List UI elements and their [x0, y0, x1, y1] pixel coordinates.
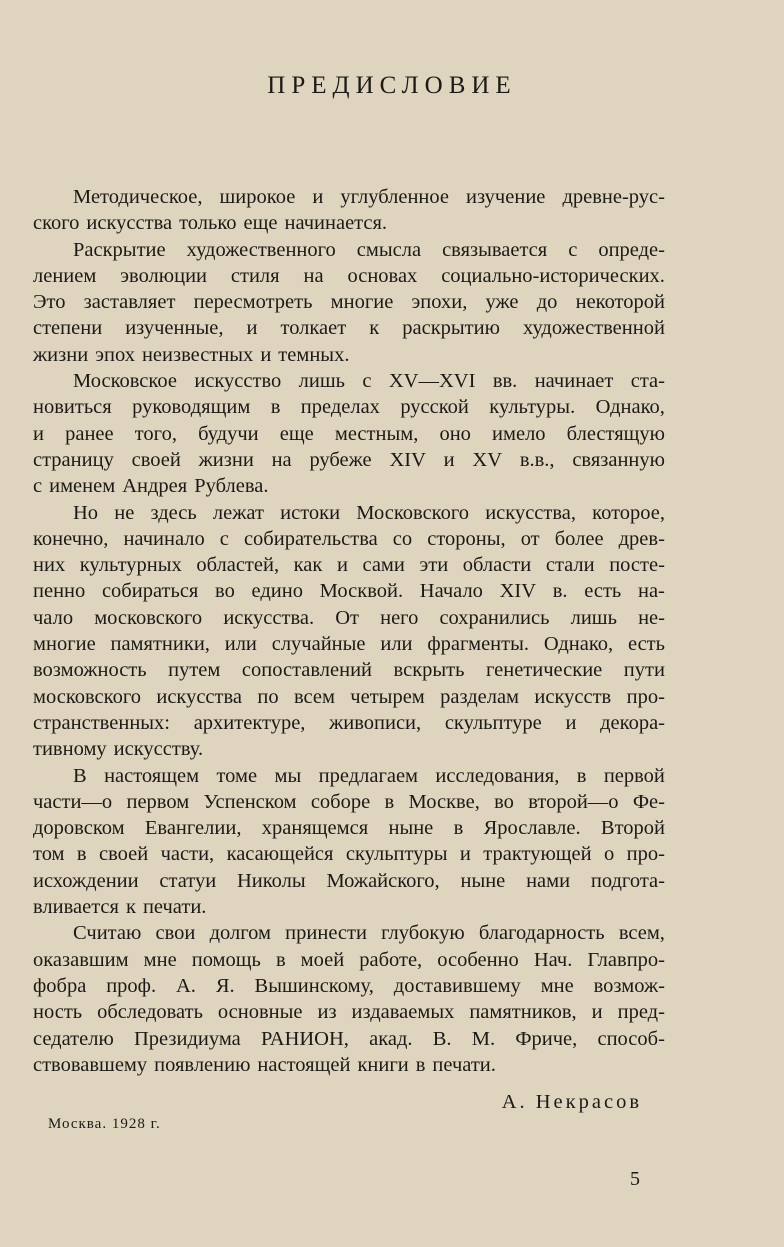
- text-line: Методическое, широкое и углубленное изучение древне-рус-: [73, 186, 665, 208]
- text-line: жизни эпох неизвестных и темных.: [33, 343, 350, 366]
- page-number: 5: [630, 1168, 640, 1190]
- text-line: вливается к печати.: [33, 896, 207, 919]
- text-line: новиться руководящим в пределах русской культуры. Однако,: [33, 396, 665, 419]
- text-line: Это заставляет пересмотреть многие эпохи, уже до некоторой: [33, 291, 665, 314]
- text-line: с именем Андрея Рублева.: [33, 475, 269, 498]
- text-line: тивному искусству.: [33, 738, 204, 761]
- paragraph: [33, 237, 665, 368]
- text-line: возможность путем сопоставлений вскрыть генетические пути: [33, 659, 665, 682]
- text-line: чало московского искусства. От него сохранились лишь не-: [33, 606, 665, 629]
- text-line: седателю Президиума РАНИОН, акад. В. М. Фриче, способ-: [33, 1027, 665, 1050]
- text-line: ского искусства только еще начинается.: [33, 212, 388, 235]
- text-line: Считаю свои долгом принести глубокую благодарность всем,: [73, 922, 665, 945]
- text-line: и ранее того, будучи еще местным, оно имело блестящую: [33, 422, 665, 445]
- text-line: ность обследовать основные из издаваемых памятников, и пред-: [33, 1001, 665, 1024]
- paragraph: [33, 920, 665, 1078]
- text-line: пенно собираться во едино Москвой. Начало XIV в. есть на-: [33, 580, 665, 603]
- text-line: доровском Евангелии, хранящемся ныне в Ярославле. Второй: [33, 817, 665, 840]
- text-line: фобра проф. А. Я. Вышинскому, доставившему мне возмож-: [33, 974, 665, 997]
- place-and-date: Москва. 1928 г.: [48, 1116, 161, 1132]
- text-line: исхождении статуи Николы Можайского, ныне нами подгота-: [33, 869, 665, 892]
- text-line: них культурных областей, как и сами эти области стали посте-: [33, 554, 665, 577]
- text-line: части—о первом Успенском соборе в Москве, во второй—о Фе-: [33, 790, 665, 813]
- text-line: конечно, начинало с собирательства со стороны, от более древ-: [33, 527, 665, 550]
- page-title: ПРЕДИСЛОВИЕ: [267, 72, 517, 99]
- text-line: степени изученные, и толкает к раскрытию художественной: [33, 317, 665, 340]
- author-signature: А. Некрасов: [501, 1091, 642, 1113]
- text-line: Московское искусство лишь с XV—XVI вв. начинает ста-: [73, 370, 665, 393]
- text-line: оказавшим мне помощь в моей работе, особенно Нач. Главпро-: [33, 948, 665, 971]
- text-line: странственных: архитектуре, живописи, скульптуре и декора-: [33, 711, 665, 734]
- paragraph: [33, 184, 665, 237]
- text-line: том в своей части, касающейся скульптуры и трактующей о про-: [33, 843, 665, 866]
- paragraph: [33, 500, 665, 763]
- preface-text: [33, 184, 665, 1078]
- paragraph: [33, 763, 665, 921]
- text-line: многие памятники, или случайные или фрагменты. Однако, есть: [33, 633, 665, 656]
- text-line: ствовавшему появлению настоящей книги в печати.: [33, 1053, 496, 1076]
- text-line: московского искусства по всем четырем разделам искусств про-: [33, 685, 665, 708]
- text-line: В настоящем томе мы предлагаем исследования, в первой: [73, 764, 665, 787]
- text-line: страницу своей жизни на рубеже XIV и XV в.в., связанную: [33, 448, 665, 471]
- text-line: лением эволюции стиля на основах социально-исторических.: [33, 264, 665, 287]
- text-line: Раскрытие художественного смысла связывается с опреде-: [73, 238, 665, 261]
- paragraph: [33, 368, 665, 499]
- text-line: Но не здесь лежат истоки Московского искусства, которое,: [73, 501, 665, 524]
